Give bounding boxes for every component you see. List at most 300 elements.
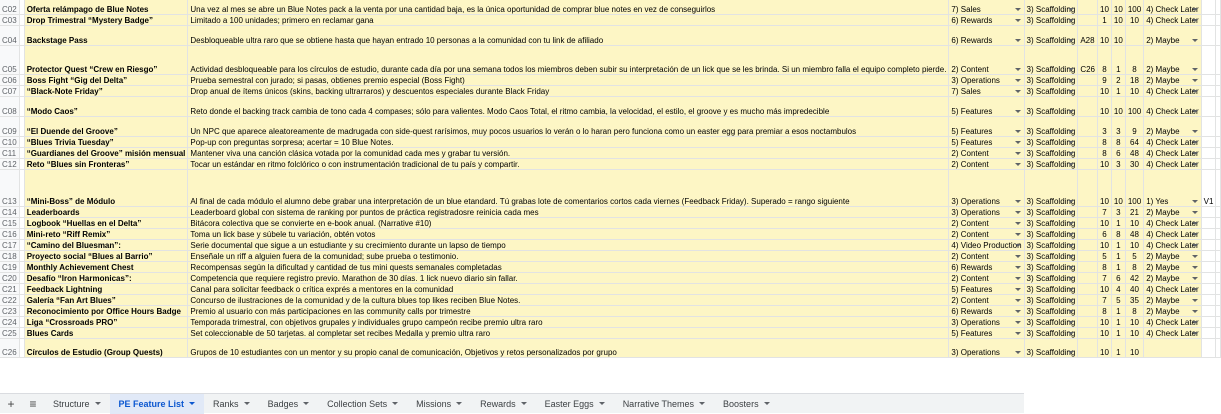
category-dropdown[interactable]: 5) Features — [949, 327, 1024, 338]
status-dropdown[interactable]: 2) Maybe — [1144, 250, 1201, 261]
feature-description[interactable]: Enseñale un riff a alguien fuera de la comunidad; sube prueba o testimonio. — [188, 250, 949, 261]
reference-cell[interactable] — [1078, 338, 1098, 357]
feature-title[interactable]: Leaderboards — [24, 206, 188, 217]
tab-badges[interactable]: Badges — [259, 394, 319, 414]
score-total[interactable]: 35 — [1125, 294, 1143, 305]
reference-cell[interactable] — [1078, 85, 1098, 96]
category-dropdown[interactable]: 5) Features — [949, 96, 1024, 116]
chevron-down-icon[interactable] — [1068, 79, 1074, 82]
score-total[interactable]: 10 — [1125, 85, 1143, 96]
chevron-down-icon[interactable] — [1192, 200, 1198, 203]
feature-title[interactable]: Círculos de Estudio (Group Quests) — [24, 338, 188, 357]
feature-title[interactable]: “Guardianes del Groove” misión mensual — [24, 147, 188, 158]
feature-description[interactable]: Leaderboard global con sistema de ranking por puntos de práctica registradosre reinicia cada mes — [188, 206, 949, 217]
score-effort[interactable]: 5 — [1111, 294, 1125, 305]
chevron-down-icon[interactable] — [1068, 266, 1074, 269]
chevron-down-icon[interactable] — [1015, 310, 1021, 313]
score-effort[interactable]: 8 — [1111, 228, 1125, 239]
score-impact[interactable]: 8 — [1098, 305, 1112, 316]
level-dropdown[interactable]: 3) Scaffolding — [1024, 147, 1078, 158]
chevron-down-icon[interactable] — [1068, 299, 1074, 302]
chevron-down-icon[interactable] — [1015, 233, 1021, 236]
level-dropdown[interactable]: 3) Scaffolding — [1024, 338, 1078, 357]
score-impact[interactable]: 9 — [1098, 74, 1112, 85]
category-dropdown[interactable]: 6) Rewards — [949, 14, 1024, 25]
chevron-down-icon[interactable] — [1068, 310, 1074, 313]
chevron-down-icon[interactable] — [1068, 39, 1074, 42]
score-effort[interactable]: 1 — [1111, 239, 1125, 250]
level-dropdown[interactable]: 3) Scaffolding — [1024, 25, 1078, 45]
reference-cell[interactable] — [1078, 14, 1098, 25]
feature-title[interactable]: Galería “Fan Art Blues” — [24, 294, 188, 305]
category-dropdown[interactable]: 6) Rewards — [949, 25, 1024, 45]
score-total[interactable]: 100 — [1125, 96, 1143, 116]
category-dropdown[interactable]: 2) Content — [949, 294, 1024, 305]
chevron-down-icon[interactable] — [1192, 222, 1198, 225]
level-dropdown[interactable]: 3) Scaffolding — [1024, 169, 1078, 206]
score-effort[interactable]: 1 — [1111, 217, 1125, 228]
chevron-down-icon[interactable] — [1192, 141, 1198, 144]
score-effort[interactable]: 1 — [1111, 261, 1125, 272]
empty-cell[interactable] — [1216, 316, 1221, 327]
score-impact[interactable]: 7 — [1098, 294, 1112, 305]
score-effort[interactable]: 8 — [1111, 136, 1125, 147]
chevron-down-icon[interactable] — [1015, 332, 1021, 335]
feature-description[interactable]: Competencia que requiere registro previo. Marathon de 30 días. 1 lick nuevo diario sin fallar. — [188, 272, 949, 283]
feature-title[interactable]: “Black-Note Friday” — [24, 85, 188, 96]
version-cell[interactable] — [1201, 14, 1216, 25]
chevron-down-icon[interactable] — [764, 402, 770, 405]
score-effort[interactable]: 1 — [1111, 338, 1125, 357]
chevron-down-icon[interactable] — [1068, 90, 1074, 93]
status-dropdown[interactable]: 4) Check Later — [1144, 96, 1201, 116]
chevron-down-icon[interactable] — [1015, 141, 1021, 144]
chevron-down-icon[interactable] — [1068, 19, 1074, 22]
version-cell[interactable] — [1201, 338, 1216, 357]
chevron-down-icon[interactable] — [521, 402, 527, 405]
chevron-down-icon[interactable] — [1015, 90, 1021, 93]
category-dropdown[interactable]: 3) Operations — [949, 74, 1024, 85]
level-dropdown[interactable]: 3) Scaffolding — [1024, 294, 1078, 305]
version-cell[interactable] — [1201, 261, 1216, 272]
feature-title[interactable]: Oferta relámpago de Blue Notes — [24, 0, 188, 14]
level-dropdown[interactable]: 3) Scaffolding — [1024, 217, 1078, 228]
reference-cell[interactable] — [1078, 294, 1098, 305]
chevron-down-icon[interactable] — [1192, 233, 1198, 236]
version-cell[interactable] — [1201, 327, 1216, 338]
category-dropdown[interactable]: 2) Content — [949, 228, 1024, 239]
version-cell[interactable] — [1201, 305, 1216, 316]
chevron-down-icon[interactable] — [1015, 8, 1021, 11]
empty-cell[interactable] — [1216, 206, 1221, 217]
chevron-down-icon[interactable] — [699, 402, 705, 405]
chevron-down-icon[interactable] — [1068, 110, 1074, 113]
reference-cell[interactable] — [1078, 250, 1098, 261]
feature-title[interactable]: Liga “Crossroads PRO” — [24, 316, 188, 327]
empty-cell[interactable] — [1216, 45, 1221, 74]
version-cell[interactable] — [1201, 316, 1216, 327]
version-cell[interactable] — [1201, 116, 1216, 136]
chevron-down-icon[interactable] — [1068, 163, 1074, 166]
score-total[interactable]: 48 — [1125, 228, 1143, 239]
score-impact[interactable]: 8 — [1098, 136, 1112, 147]
version-cell[interactable] — [1201, 45, 1216, 74]
score-impact[interactable]: 5 — [1098, 250, 1112, 261]
level-dropdown[interactable]: 3) Scaffolding — [1024, 272, 1078, 283]
feature-title[interactable]: “Mini-Boss” de Módulo — [24, 169, 188, 206]
status-dropdown[interactable]: 4) Check Later — [1144, 136, 1201, 147]
feature-description[interactable]: Temporada trimestral, con objetivos grupales y individuales grupo campeón recibe premio ultra raro — [188, 316, 949, 327]
feature-title[interactable]: Drop Trimestral “Mystery Badge” — [24, 14, 188, 25]
score-impact[interactable]: 1 — [1098, 14, 1112, 25]
empty-cell[interactable] — [1216, 239, 1221, 250]
feature-description[interactable]: Canal para solicitar feedback o crítica exprés a mentores en la comunidad — [188, 283, 949, 294]
chevron-down-icon[interactable] — [1015, 277, 1021, 280]
score-effort[interactable]: 1 — [1111, 45, 1125, 74]
reference-cell[interactable] — [1078, 169, 1098, 206]
reference-cell[interactable] — [1078, 272, 1098, 283]
chevron-down-icon[interactable] — [1015, 110, 1021, 113]
level-dropdown[interactable]: 3) Scaffolding — [1024, 316, 1078, 327]
level-dropdown[interactable]: 3) Scaffolding — [1024, 14, 1078, 25]
category-dropdown[interactable]: 3) Operations — [949, 316, 1024, 327]
status-dropdown[interactable]: 4) Check Later — [1144, 283, 1201, 294]
chevron-down-icon[interactable] — [1192, 130, 1198, 133]
tab-narrative-themes[interactable]: Narrative Themes — [614, 394, 714, 414]
version-cell[interactable] — [1201, 239, 1216, 250]
feature-title[interactable]: “Modo Caos” — [24, 96, 188, 116]
reference-cell[interactable] — [1078, 239, 1098, 250]
score-impact[interactable]: 10 — [1098, 327, 1112, 338]
status-dropdown[interactable]: 2) Maybe — [1144, 45, 1201, 74]
level-dropdown[interactable]: 3) Scaffolding — [1024, 239, 1078, 250]
reference-cell[interactable] — [1078, 147, 1098, 158]
category-dropdown[interactable]: 2) Content — [949, 250, 1024, 261]
score-impact[interactable]: 7 — [1098, 272, 1112, 283]
tab-ranks[interactable]: Ranks — [204, 394, 259, 414]
reference-cell[interactable] — [1078, 74, 1098, 85]
score-effort[interactable]: 1 — [1111, 305, 1125, 316]
version-cell[interactable] — [1201, 228, 1216, 239]
empty-cell[interactable] — [1216, 116, 1221, 136]
reference-cell[interactable] — [1078, 0, 1098, 14]
status-dropdown[interactable] — [1144, 338, 1201, 357]
feature-description[interactable]: Desbloqueable ultra raro que se obtiene hasta que hayan entrado 10 personas a la comunidad con tu link de afiliado — [188, 25, 949, 45]
chevron-down-icon[interactable] — [1015, 288, 1021, 291]
score-effort[interactable]: 1 — [1111, 85, 1125, 96]
category-dropdown[interactable]: 7) Sales — [949, 85, 1024, 96]
score-total[interactable]: 42 — [1125, 272, 1143, 283]
empty-cell[interactable] — [1216, 96, 1221, 116]
empty-cell[interactable] — [1216, 85, 1221, 96]
tab-missions[interactable]: Missions — [407, 394, 471, 414]
empty-cell[interactable] — [1216, 294, 1221, 305]
feature-description[interactable]: Al final de cada módulo el alumno debe grabar una interpretación de un blue etandard. Tú grabas lote de comentarios cortos cada viernes (Feedback Friday). Superado = rango siguiente — [188, 169, 949, 206]
reference-cell[interactable] — [1078, 217, 1098, 228]
empty-cell[interactable] — [1216, 25, 1221, 45]
status-dropdown[interactable]: 2) Maybe — [1144, 261, 1201, 272]
chevron-down-icon[interactable] — [1192, 90, 1198, 93]
chevron-down-icon[interactable] — [1068, 255, 1074, 258]
feature-description[interactable]: Toma un lick base y súbele tu variación, obtén votos — [188, 228, 949, 239]
category-dropdown[interactable]: 7) Sales — [949, 0, 1024, 14]
status-dropdown[interactable]: 4) Check Later — [1144, 217, 1201, 228]
score-effort[interactable]: 3 — [1111, 116, 1125, 136]
tab-easter-eggs[interactable]: Easter Eggs — [536, 394, 614, 414]
score-total[interactable]: 10 — [1125, 327, 1143, 338]
chevron-down-icon[interactable] — [1192, 299, 1198, 302]
chevron-down-icon[interactable] — [1068, 222, 1074, 225]
feature-description[interactable]: Tocar un estándar en ritmo folclórico o con instrumentación tradicional de tu país y compartir. — [188, 158, 949, 169]
chevron-down-icon[interactable] — [1015, 19, 1021, 22]
chevron-down-icon[interactable] — [1192, 8, 1198, 11]
empty-cell[interactable] — [1216, 327, 1221, 338]
feature-description[interactable]: Recompensas según la dificultad y cantidad de tus mini quests semanales completadas — [188, 261, 949, 272]
version-cell[interactable] — [1201, 250, 1216, 261]
score-effort[interactable]: 10 — [1111, 0, 1125, 14]
chevron-down-icon[interactable] — [1068, 321, 1074, 324]
feature-description[interactable]: Limitado a 100 unidades; primero en reclamar gana — [188, 14, 949, 25]
level-dropdown[interactable]: 3) Scaffolding — [1024, 0, 1078, 14]
feature-description[interactable]: Premio al usuario con más participaciones en las community calls por trimestre — [188, 305, 949, 316]
chevron-down-icon[interactable] — [1015, 152, 1021, 155]
feature-description[interactable]: Actividad desbloqueable para los círculos de estudio, durante cada día por una semana todos los miembros deben subir su interpretación de un lick que se les brinda. Si un miembro falla el equipo completo pierde. — [188, 45, 949, 74]
feature-description[interactable]: Prueba semestral con jurado; si pasas, obtienes premio especial (Boss Fight) — [188, 74, 949, 85]
empty-cell[interactable] — [1216, 250, 1221, 261]
empty-cell[interactable] — [1216, 272, 1221, 283]
feature-title[interactable]: “Blues Trivia Tuesday” — [24, 136, 188, 147]
version-cell[interactable] — [1201, 136, 1216, 147]
feature-title[interactable]: Mini-reto “Riff Remix” — [24, 228, 188, 239]
score-effort[interactable]: 1 — [1111, 316, 1125, 327]
tab-boosters[interactable]: Boosters — [714, 394, 779, 414]
score-impact[interactable]: 8 — [1098, 147, 1112, 158]
version-cell[interactable] — [1201, 283, 1216, 294]
score-total[interactable]: 10 — [1125, 338, 1143, 357]
score-effort[interactable]: 10 — [1111, 25, 1125, 45]
score-effort[interactable]: 3 — [1111, 158, 1125, 169]
feature-title[interactable]: Feedback Lightning — [24, 283, 188, 294]
score-total[interactable]: 10 — [1125, 217, 1143, 228]
score-effort[interactable]: 2 — [1111, 74, 1125, 85]
status-dropdown[interactable]: 2) Maybe — [1144, 272, 1201, 283]
status-dropdown[interactable]: 4) Check Later — [1144, 327, 1201, 338]
feature-title[interactable]: Boss Fight “Gig del Delta” — [24, 74, 188, 85]
empty-cell[interactable] — [1216, 136, 1221, 147]
score-total[interactable]: 10 — [1125, 14, 1143, 25]
score-effort[interactable]: 4 — [1111, 283, 1125, 294]
score-impact[interactable]: 10 — [1098, 283, 1112, 294]
chevron-down-icon[interactable] — [1015, 163, 1021, 166]
category-dropdown[interactable]: 5) Features — [949, 116, 1024, 136]
category-dropdown[interactable]: 2) Content — [949, 45, 1024, 74]
chevron-down-icon[interactable] — [1068, 351, 1074, 354]
sheet-list-icon[interactable]: ≡ — [29, 396, 37, 411]
chevron-down-icon[interactable] — [1192, 19, 1198, 22]
version-cell[interactable] — [1201, 96, 1216, 116]
chevron-down-icon[interactable] — [1068, 211, 1074, 214]
chevron-down-icon[interactable] — [1015, 222, 1021, 225]
chevron-down-icon[interactable] — [189, 402, 195, 405]
chevron-down-icon[interactable] — [1015, 351, 1021, 354]
chevron-down-icon[interactable] — [1015, 130, 1021, 133]
category-dropdown[interactable]: 2) Content — [949, 147, 1024, 158]
chevron-down-icon[interactable] — [1015, 79, 1021, 82]
reference-cell[interactable]: A28 — [1078, 25, 1098, 45]
reference-cell[interactable] — [1078, 206, 1098, 217]
score-effort[interactable]: 6 — [1111, 147, 1125, 158]
score-effort[interactable]: 10 — [1111, 169, 1125, 206]
empty-cell[interactable] — [1216, 217, 1221, 228]
category-dropdown[interactable]: 2) Content — [949, 217, 1024, 228]
level-dropdown[interactable]: 3) Scaffolding — [1024, 283, 1078, 294]
empty-cell[interactable] — [1216, 283, 1221, 294]
level-dropdown[interactable]: 3) Scaffolding — [1024, 261, 1078, 272]
empty-cell[interactable] — [1216, 305, 1221, 316]
score-impact[interactable]: 10 — [1098, 85, 1112, 96]
empty-cell[interactable] — [1216, 158, 1221, 169]
feature-description[interactable]: Set coleccionable de 50 tarjetas. al completar set recibes Medalla y premio ultra raro — [188, 327, 949, 338]
chevron-down-icon[interactable] — [1015, 68, 1021, 71]
feature-description[interactable]: Reto donde el backing track cambia de tono cada 4 compases; sólo para valientes. Modo Caos Total, el ritmo cambia, la velocidad, el estilo, el groove y es mucho más impredecible — [188, 96, 949, 116]
chevron-down-icon[interactable] — [1192, 110, 1198, 113]
chevron-down-icon[interactable] — [1192, 288, 1198, 291]
score-effort[interactable]: 1 — [1111, 327, 1125, 338]
reference-cell[interactable] — [1078, 316, 1098, 327]
feature-description[interactable]: Bitácora colectiva que se convierte en e-book anual. (Narrative #10) — [188, 217, 949, 228]
version-cell[interactable] — [1201, 206, 1216, 217]
status-dropdown[interactable]: 2) Maybe — [1144, 25, 1201, 45]
score-total[interactable]: 100 — [1125, 169, 1143, 206]
version-cell[interactable] — [1201, 85, 1216, 96]
chevron-down-icon[interactable] — [392, 402, 398, 405]
chevron-down-icon[interactable] — [244, 402, 250, 405]
score-total[interactable]: 10 — [1125, 239, 1143, 250]
version-cell[interactable] — [1201, 294, 1216, 305]
score-total[interactable]: 5 — [1125, 250, 1143, 261]
chevron-down-icon[interactable] — [1192, 79, 1198, 82]
feature-title[interactable]: Backstage Pass — [24, 25, 188, 45]
score-total[interactable]: 8 — [1125, 261, 1143, 272]
score-total[interactable]: 48 — [1125, 147, 1143, 158]
level-dropdown[interactable]: 3) Scaffolding — [1024, 136, 1078, 147]
reference-cell[interactable] — [1078, 327, 1098, 338]
feature-title[interactable]: Logbook “Huellas en el Delta” — [24, 217, 188, 228]
feature-description[interactable]: Grupos de 10 estudiantes con un mentor y su propio canal de comunicación, Objetivos y retos personalizados por grupo — [188, 338, 949, 357]
version-cell[interactable] — [1201, 217, 1216, 228]
chevron-down-icon[interactable] — [456, 402, 462, 405]
chevron-down-icon[interactable] — [1015, 266, 1021, 269]
chevron-down-icon[interactable] — [1192, 266, 1198, 269]
level-dropdown[interactable]: 3) Scaffolding — [1024, 158, 1078, 169]
score-impact[interactable]: 10 — [1098, 239, 1112, 250]
score-impact[interactable]: 10 — [1098, 25, 1112, 45]
reference-cell[interactable] — [1078, 228, 1098, 239]
feature-description[interactable]: Concurso de ilustraciones de la comunidad y de la cultura blues top likes reciben Blue Notes. — [188, 294, 949, 305]
chevron-down-icon[interactable] — [1068, 233, 1074, 236]
category-dropdown[interactable]: 6) Rewards — [949, 305, 1024, 316]
score-effort[interactable]: 6 — [1111, 272, 1125, 283]
empty-cell[interactable] — [1216, 169, 1221, 206]
chevron-down-icon[interactable] — [1068, 152, 1074, 155]
score-impact[interactable]: 3 — [1098, 116, 1112, 136]
score-total[interactable]: 40 — [1125, 283, 1143, 294]
feature-title[interactable]: Desafío “Iron Harmonicas”: — [24, 272, 188, 283]
reference-cell[interactable] — [1078, 116, 1098, 136]
empty-cell[interactable] — [1216, 14, 1221, 25]
empty-cell[interactable] — [1216, 228, 1221, 239]
score-total[interactable]: 18 — [1125, 74, 1143, 85]
feature-title[interactable]: Proyecto social “Blues al Barrio” — [24, 250, 188, 261]
level-dropdown[interactable]: 3) Scaffolding — [1024, 228, 1078, 239]
score-total[interactable]: 10 — [1125, 316, 1143, 327]
chevron-down-icon[interactable] — [599, 402, 605, 405]
level-dropdown[interactable]: 3) Scaffolding — [1024, 206, 1078, 217]
chevron-down-icon[interactable] — [1192, 332, 1198, 335]
empty-cell[interactable] — [1216, 0, 1221, 14]
level-dropdown[interactable]: 3) Scaffolding — [1024, 85, 1078, 96]
feature-title[interactable]: Reto “Blues sin Fronteras” — [24, 158, 188, 169]
empty-cell[interactable] — [1216, 338, 1221, 357]
category-dropdown[interactable]: 4) Video Production — [949, 239, 1024, 250]
feature-title[interactable]: Protector Quest “Crew en Riesgo” — [24, 45, 188, 74]
category-dropdown[interactable]: 3) Operations — [949, 169, 1024, 206]
feature-title[interactable]: Reconocimiento por Office Hours Badge — [24, 305, 188, 316]
reference-cell[interactable] — [1078, 261, 1098, 272]
chevron-down-icon[interactable] — [1015, 39, 1021, 42]
empty-cell[interactable] — [1216, 261, 1221, 272]
score-effort[interactable]: 1 — [1111, 250, 1125, 261]
version-cell[interactable] — [1201, 147, 1216, 158]
status-dropdown[interactable]: 2) Maybe — [1144, 206, 1201, 217]
category-dropdown[interactable]: 3) Operations — [949, 206, 1024, 217]
score-impact[interactable]: 10 — [1098, 316, 1112, 327]
chevron-down-icon[interactable] — [1192, 68, 1198, 71]
chevron-down-icon[interactable] — [1192, 211, 1198, 214]
category-dropdown[interactable]: 5) Features — [949, 136, 1024, 147]
feature-description[interactable]: Serie documental que sigue a un estudiante y su crecimiento durante un lapso de tiempo — [188, 239, 949, 250]
category-dropdown[interactable]: 3) Operations — [949, 338, 1024, 357]
reference-cell[interactable] — [1078, 283, 1098, 294]
feature-description[interactable]: Mantener viva una canción clásica votada por la comunidad cada mes y grabar tu versión. — [188, 147, 949, 158]
feature-description[interactable]: Drop anual de ítems únicos (skins, backing ultrarraros) y descuentos especiales durante Black Friday — [188, 85, 949, 96]
score-total[interactable] — [1125, 25, 1143, 45]
version-cell[interactable] — [1201, 158, 1216, 169]
level-dropdown[interactable]: 3) Scaffolding — [1024, 45, 1078, 74]
status-dropdown[interactable]: 4) Check Later — [1144, 228, 1201, 239]
level-dropdown[interactable]: 3) Scaffolding — [1024, 74, 1078, 85]
feature-title[interactable]: “Camino del Bluesman”: — [24, 239, 188, 250]
chevron-down-icon[interactable] — [1192, 163, 1198, 166]
chevron-down-icon[interactable] — [1015, 244, 1021, 247]
chevron-down-icon[interactable] — [1015, 321, 1021, 324]
category-dropdown[interactable]: 2) Content — [949, 158, 1024, 169]
version-cell[interactable]: V1 — [1201, 169, 1216, 206]
feature-description[interactable]: Un NPC que aparece aleatoreamente de madrugada con side-quest rarísimos, muy pocos usuarios lo verán o lo haran pero funciona como un easter egg para premiar a esos noctambulos — [188, 116, 949, 136]
level-dropdown[interactable]: 3) Scaffolding — [1024, 116, 1078, 136]
chevron-down-icon[interactable] — [1068, 244, 1074, 247]
score-total[interactable]: 8 — [1125, 305, 1143, 316]
score-total[interactable]: 9 — [1125, 116, 1143, 136]
feature-title[interactable]: Monthly Achievement Chest — [24, 261, 188, 272]
chevron-down-icon[interactable] — [1068, 141, 1074, 144]
score-total[interactable]: 21 — [1125, 206, 1143, 217]
feature-description[interactable]: Una vez al mes se abre un Blue Notes pack a la venta por una cantidad baja, es la única oportunidad de comprar blue notes en vez de conseguirlos — [188, 0, 949, 14]
feature-title[interactable]: Blues Cards — [24, 327, 188, 338]
chevron-down-icon[interactable] — [95, 402, 101, 405]
status-dropdown[interactable]: 2) Maybe — [1144, 305, 1201, 316]
score-impact[interactable]: 10 — [1098, 158, 1112, 169]
